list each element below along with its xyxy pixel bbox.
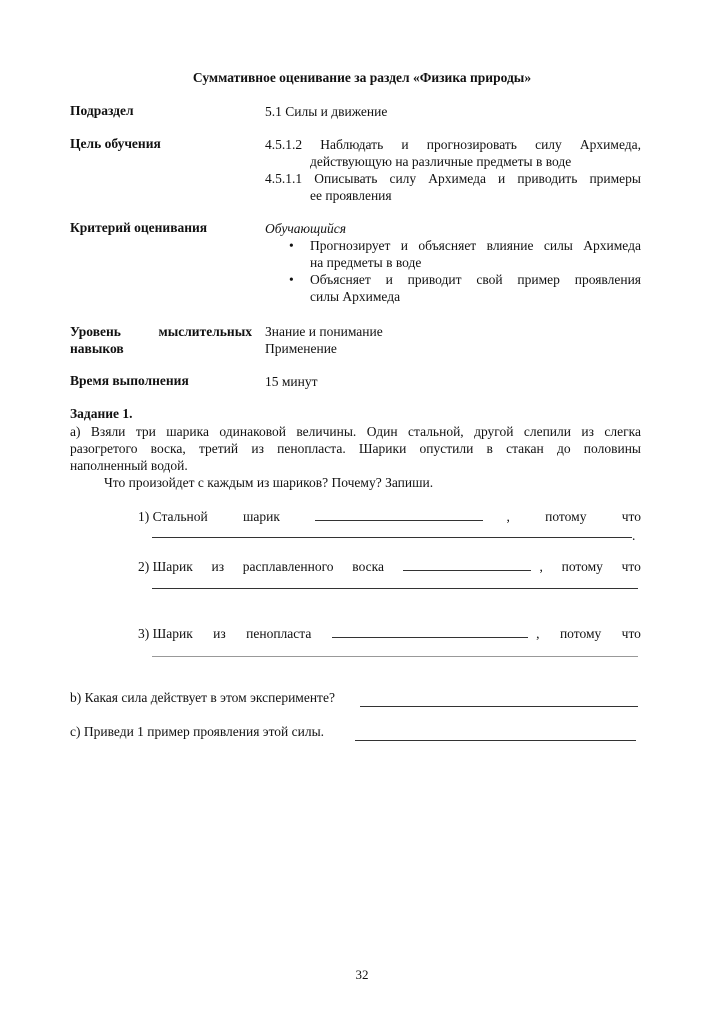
- goal-block: [265, 136, 641, 204]
- task1-a-line3: наполненный водой.: [70, 458, 188, 473]
- answer-word: потому: [559, 626, 602, 641]
- task1-a-line2: разогретого воска, третий из пенопласта. Шарики опустили в стакан до половины: [70, 441, 641, 456]
- goal-item2-line1: 4.5.1.1 Описывать силу Архимеда и приводить примеры: [265, 171, 641, 186]
- answer-word: шарик: [243, 509, 280, 524]
- answer-comma: ,: [536, 626, 540, 641]
- criteria-block: [265, 220, 641, 305]
- task1-text: [70, 423, 641, 491]
- answer-row-3: [138, 625, 641, 642]
- page-number: 32: [355, 967, 369, 982]
- answer-blank-1[interactable]: [315, 508, 483, 521]
- bullet-icon: •: [289, 238, 294, 253]
- criteria-bullet: [265, 271, 641, 305]
- answer-word: из: [213, 626, 226, 641]
- answer-word: потому: [545, 509, 587, 524]
- skills-value: Знание и понимание: [265, 324, 383, 339]
- criteria-bullet: [265, 237, 641, 271]
- criteria-bullet-line2: силы Архимеда: [310, 289, 401, 304]
- answer-word: пенопласта: [246, 626, 312, 641]
- subsection-label: Подраздел: [70, 103, 134, 118]
- answer-word: что: [621, 509, 641, 524]
- task1-heading: Задание 1.: [70, 406, 133, 421]
- goal-item1-line1: 4.5.1.2 Наблюдать и прогнозировать силу Архимеда,: [265, 137, 641, 152]
- task1-c-question: c) Приведи 1 пример проявления этой силы.: [70, 724, 325, 739]
- answer-comma: ,: [506, 509, 510, 524]
- answer-blank-3[interactable]: [332, 625, 528, 638]
- skills-label-line2: навыков: [70, 341, 124, 356]
- skills-values: [265, 323, 641, 357]
- answer-word: 3) Шарик: [138, 626, 193, 641]
- criteria-label: Критерий оценивания: [70, 220, 208, 235]
- answer-word: 1) Стальной: [138, 509, 208, 524]
- task1-b-answer-line[interactable]: [360, 706, 638, 707]
- task1-b-question: b) Какая сила действует в этом эксперименте?: [70, 690, 335, 705]
- task1-a-line1: a) Взяли три шарика одинаковой величины. Один стальной, другой слепили из слегка: [70, 424, 641, 439]
- goal-item1-line2: действующую на различные предметы в воде: [310, 154, 572, 169]
- criteria-bullet-line2: на предметы в воде: [310, 255, 422, 270]
- answer-end-period: .: [632, 528, 636, 543]
- answer-row-1: [138, 508, 641, 525]
- answer-word: что: [621, 559, 641, 574]
- skills-label-word2: мыслительных: [158, 324, 252, 339]
- answer-line-1[interactable]: [152, 537, 632, 538]
- criteria-bullet-line1: Объясняет и приводит свой пример проявления: [310, 272, 641, 287]
- answer-word: потому: [561, 559, 603, 574]
- answer-comma: ,: [539, 559, 543, 574]
- answer-blank-2[interactable]: [403, 558, 531, 571]
- answer-word: воска: [352, 559, 385, 574]
- answer-word: что: [621, 626, 641, 641]
- goal-label: Цель обучения: [70, 136, 161, 151]
- criteria-bullet-line1: Прогнозирует и объясняет влияние силы Архимеда: [310, 238, 641, 253]
- skills-label: [70, 323, 252, 357]
- task1-c-answer-line[interactable]: [355, 740, 636, 741]
- time-label: Время выполнения: [70, 373, 189, 388]
- skills-label-word1: Уровень: [70, 324, 121, 339]
- task1-question: Что произойдет с каждым из шариков? Почему? Запиши.: [104, 475, 434, 490]
- answer-word: 2) Шарик: [138, 559, 193, 574]
- skills-value: Применение: [265, 341, 337, 356]
- subsection-value: 5.1 Силы и движение: [265, 104, 388, 119]
- answer-line-3[interactable]: [152, 656, 638, 657]
- answer-line-2[interactable]: [152, 588, 638, 589]
- answer-word: расплавленного: [242, 559, 334, 574]
- answer-word: из: [211, 559, 225, 574]
- criteria-intro: Обучающийся: [265, 221, 347, 236]
- goal-item2-line2: ее проявления: [310, 188, 392, 203]
- answer-row-2: [138, 558, 641, 575]
- document-title: Суммативное оценивание за раздел «Физика природы»: [192, 70, 532, 85]
- bullet-icon: •: [289, 272, 294, 287]
- time-value: 15 минут: [265, 374, 318, 389]
